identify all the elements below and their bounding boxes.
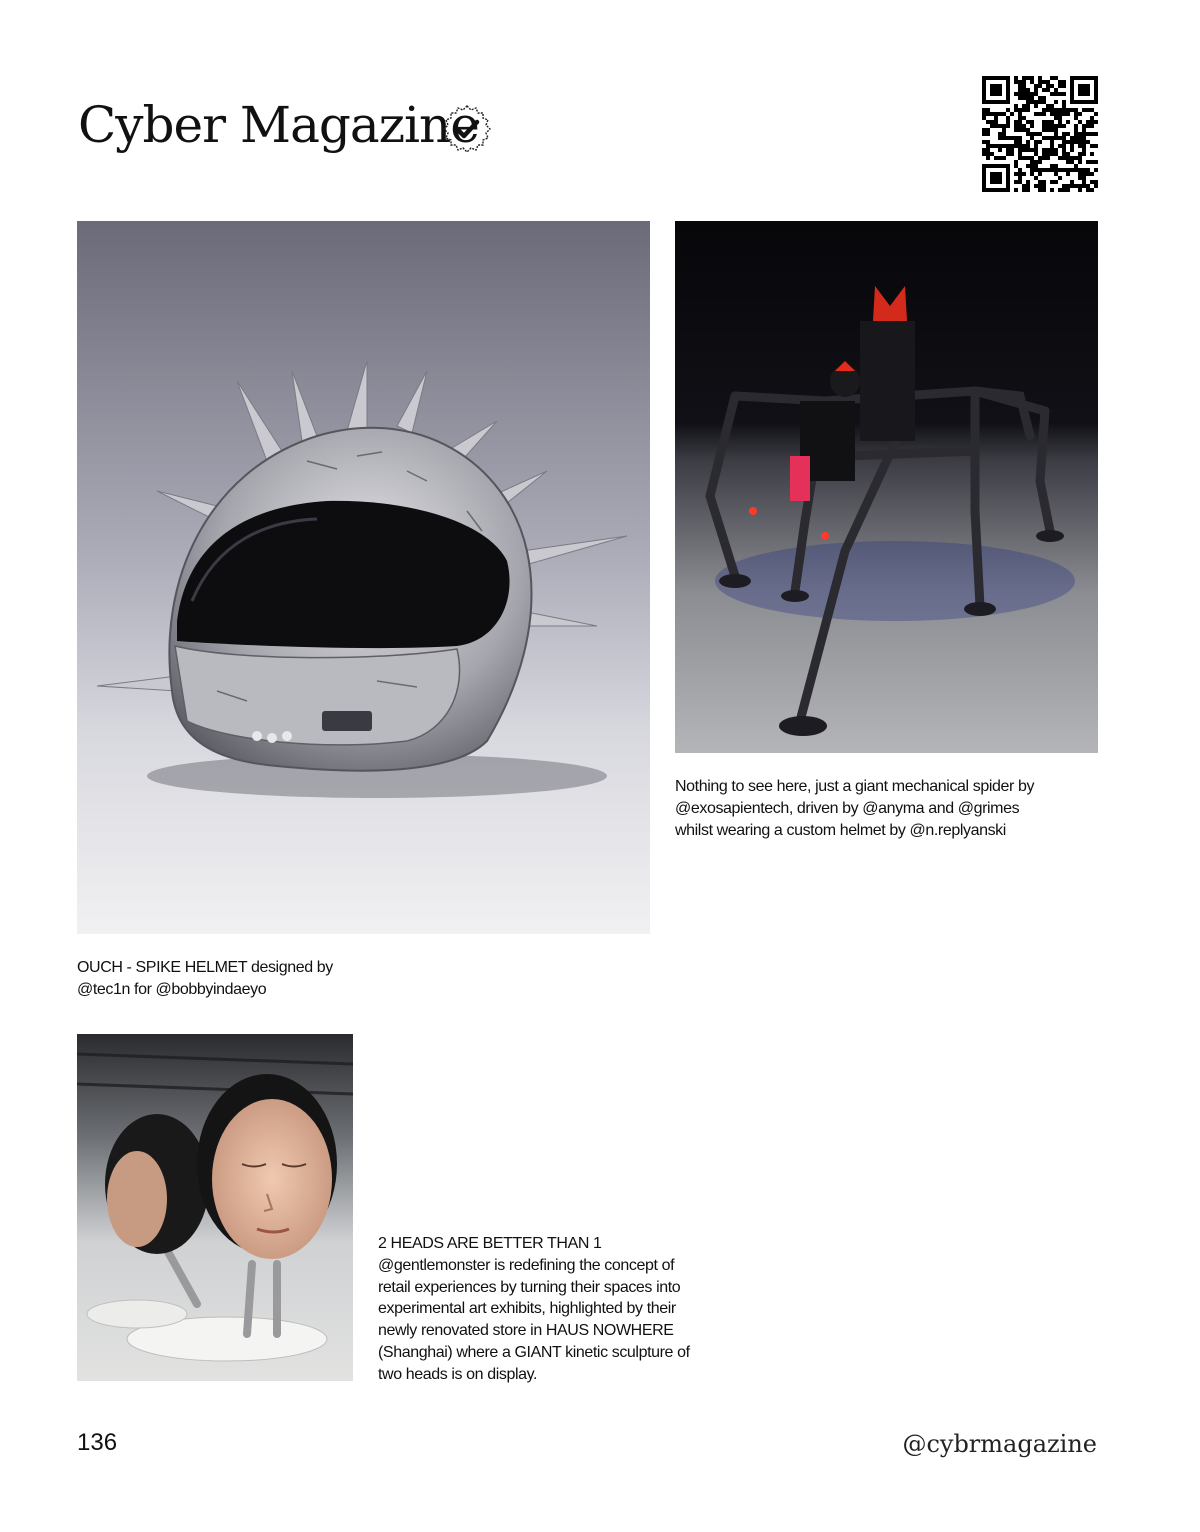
heads-caption (378, 1233, 690, 1386)
caption-line: two heads is on display. (378, 1365, 538, 1383)
social-handle[interactable]: @cybrmagazine (902, 1430, 1097, 1458)
caption-line: @tec1n for @bobbyindaeyo (77, 980, 267, 998)
caption-line: whilst wearing a custom helmet by @n.replyanski (675, 821, 1006, 839)
spider-caption (675, 776, 1034, 841)
helmet-caption (77, 957, 333, 1001)
spike-helmet-photo (77, 221, 650, 934)
caption-line: newly renovated store in HAUS NOWHERE (378, 1322, 674, 1340)
qr-code-icon[interactable] (982, 76, 1098, 192)
mechanical-spider-photo (675, 221, 1098, 753)
caption-line: retail experiences by turning their spaces into (378, 1278, 681, 1296)
caption-line: @exosapientech, driven by @anyma and @grimes (675, 799, 1020, 817)
caption-headline: 2 HEADS ARE BETTER THAN 1 (378, 1235, 602, 1252)
verified-check-icon (442, 104, 492, 154)
caption-line: OUCH - SPIKE HELMET designed by (77, 959, 333, 976)
caption-line: experimental art exhibits, highlighted by their (378, 1300, 676, 1318)
caption-line: @gentlemonster is redefining the concept of (378, 1256, 675, 1274)
page-number: 136 (77, 1429, 118, 1456)
caption-line: (Shanghai) where a GIANT kinetic sculpture of (378, 1343, 690, 1361)
giant-heads-sculpture-photo (77, 1034, 353, 1381)
magazine-title: Cyber Magazine (78, 96, 479, 154)
caption-line: Nothing to see here, just a giant mechanical spider by (675, 778, 1035, 795)
